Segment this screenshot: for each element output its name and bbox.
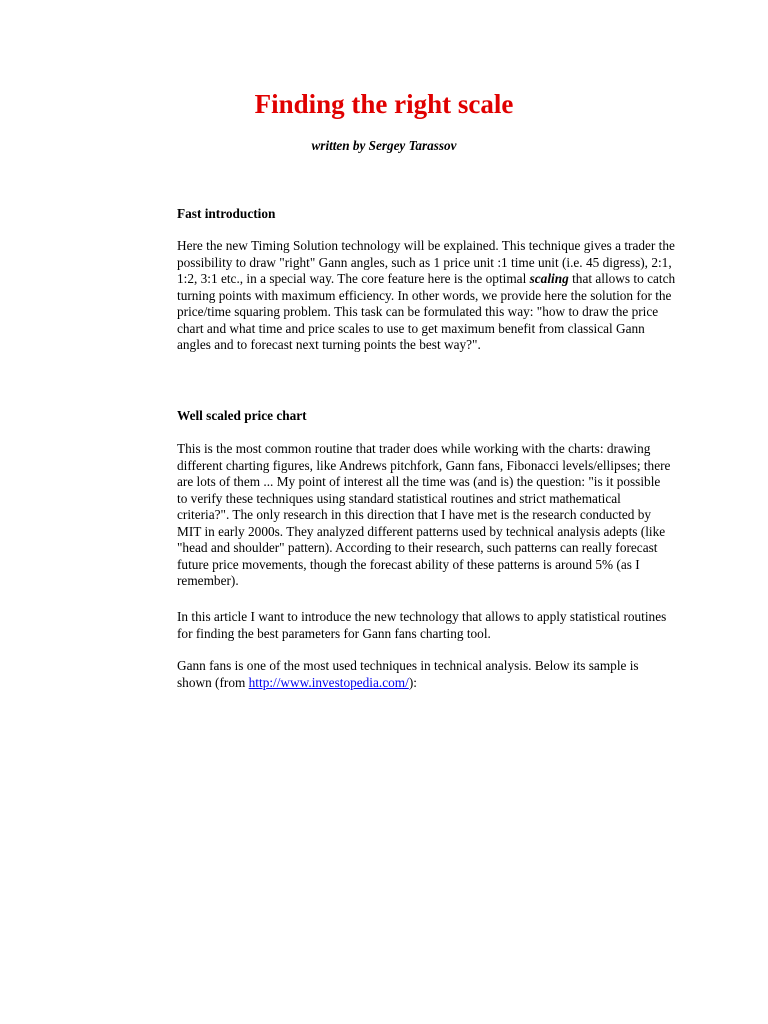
text-line: price/time squaring problem. This task can be formulated this way: "how to draw the price — [177, 304, 659, 319]
heading-well-scaled-price-chart: Well scaled price chart — [177, 408, 307, 423]
text-line: criteria?". The only research in this direction that I have met is the research conducted by — [177, 507, 652, 522]
heading-fast-introduction: Fast introduction — [177, 206, 276, 221]
text-line: Here the new Timing Solution technology will be explained. This technique gives a trader the — [177, 238, 675, 253]
text-line: different charting figures, like Andrews pitchfork, Gann fans, Fibonacci levels/ellipses; there — [177, 457, 671, 473]
emphasis-scaling: scaling — [529, 271, 569, 286]
text-line: angles and to forecast next turning points the best way?". — [177, 337, 481, 352]
paragraph-well-scaled-3 — [177, 658, 697, 691]
text-line: for finding the best parameters for Gann fans charting tool. — [177, 625, 491, 641]
investopedia-link[interactable]: http://www.investopedia.com/ — [248, 674, 409, 690]
text-line: possibility to draw "right" Gann angles, such as 1 price unit :1 time unit (i.e. 45 digress), 2:1, — [177, 254, 672, 270]
text-line: future price movements, though the forecast ability of these patterns is around 5% (as I — [177, 556, 640, 572]
text-line: Gann fans is one of the most used techniques in technical analysis. Below its sample is — [177, 658, 639, 673]
text-line — [177, 675, 697, 692]
paragraph-well-scaled-2 — [177, 609, 697, 642]
text-fragment: that allows to catch — [568, 271, 676, 286]
text-line — [177, 271, 697, 288]
text-line: to verify these techniques using standard statistical routines and strict mathematical — [177, 490, 621, 506]
document-title: Finding the right scale — [254, 89, 514, 119]
paragraph-well-scaled-1 — [177, 441, 697, 590]
text-fragment: ): — [408, 674, 417, 690]
text-line: This is the most common routine that trader does while working with the charts: drawing — [177, 441, 651, 456]
text-fragment: shown (from — [177, 674, 249, 690]
text-line: are lots of them ... My point of interest all the time was (and is) the question: "is it possible — [177, 474, 661, 489]
author-byline: written by Sergey Tarassov — [311, 138, 457, 153]
text-line: remember). — [177, 573, 239, 588]
text-line: turning points with maximum efficiency. In other words, we provide here the solution for the — [177, 287, 672, 303]
text-line: chart and what time and price scales to use to get maximum benefit from classical Gann — [177, 320, 645, 336]
text-fragment: 1:2, 3:1 etc., in a special way. The core feature here is the optimal — [177, 271, 530, 286]
text-line: "head and shoulder" pattern). According to their research, such patterns can really forecast — [177, 540, 658, 555]
text-line: In this article I want to introduce the new technology that allows to apply statistical routines — [177, 609, 667, 624]
text-line: MIT in early 2000s. They analyzed different patterns used by technical analysis adepts (like — [177, 523, 666, 539]
paragraph-fast-introduction — [177, 238, 697, 354]
